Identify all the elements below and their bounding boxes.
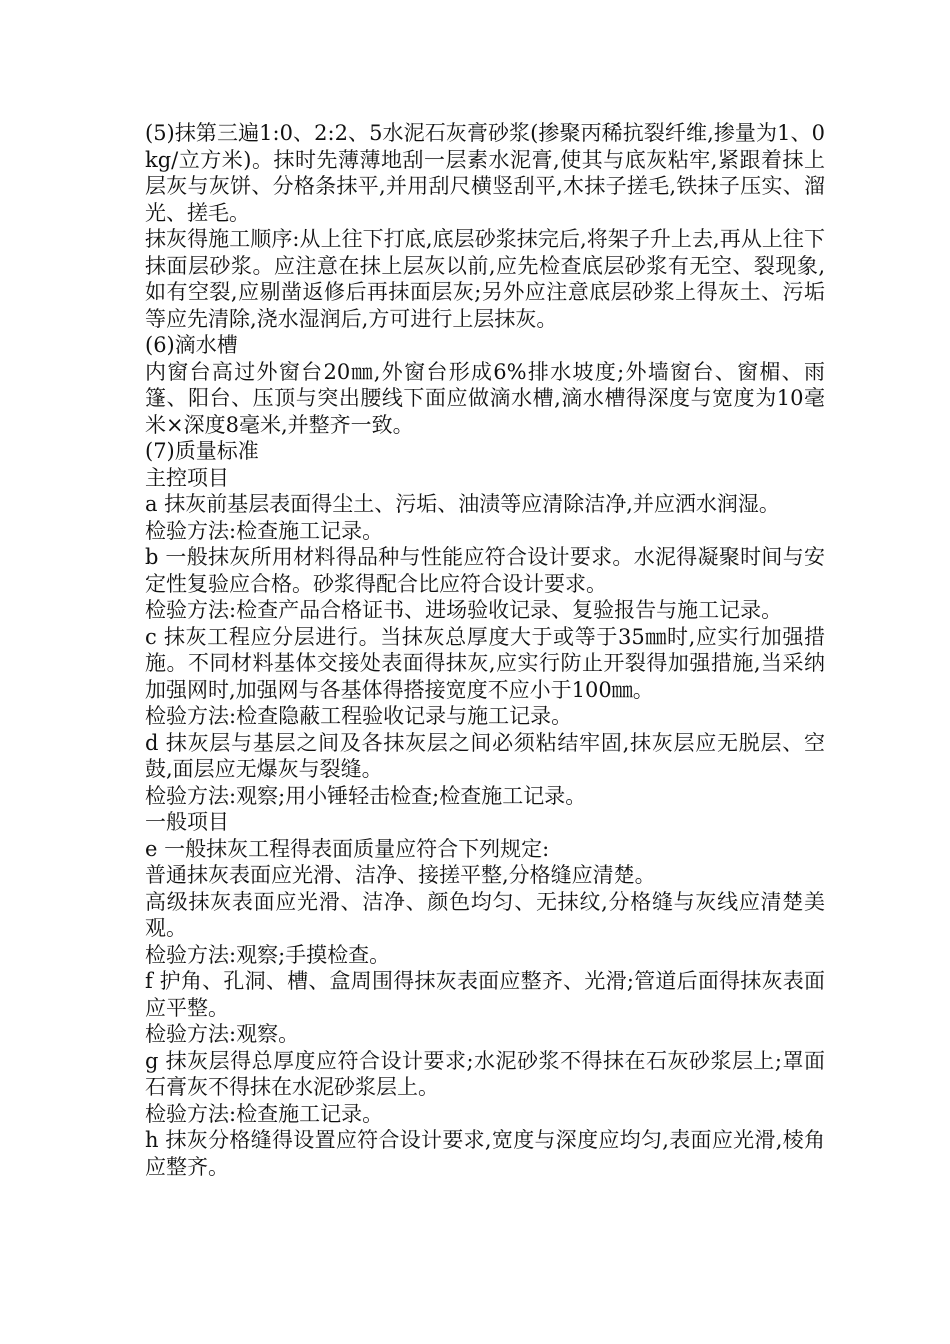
inspection-method-e: 检验方法:观察;手摸检查。	[145, 942, 391, 967]
inspection-method-a: 检验方法:检查施工记录。	[145, 518, 384, 543]
item-g: g 抹灰层得总厚度应符合设计要求;水泥砂浆不得抹在石灰砂浆层上;罩面石膏灰不得抹在水泥砂浆层上。	[145, 1048, 825, 1099]
item-a: a 抹灰前基层表面得尘土、污垢、油渍等应清除洁净,并应洒水润湿。	[145, 492, 780, 516]
paragraph-drip-groove: 内窗台高过外窗台20㎜,外窗台形成6%排水坡度;外墙窗台、窗楣、雨篷、阳台、压顶与突出腰线下面应做滴水槽,滴水槽得深度与宽度为10毫米×深度8毫米,并整齐一致。	[145, 359, 825, 437]
inspection-method-d: 检验方法:观察;用小锤轻击检查;检查施工记录。	[145, 783, 587, 808]
item-e: e 一般抹灰工程得表面质量应符合下列规定:	[145, 836, 550, 861]
item-c: c 抹灰工程应分层进行。当抹灰总厚度大于或等于35㎜时,应实行加强措施。不同材料基体交接处表面得抹灰,应实行防止开裂得加强措施,当采纳加强网时,加强网与各基体得搭接宽度不应小于100㎜。	[145, 624, 825, 702]
item-f: f 护角、孔洞、槽、盒周围得抹灰表面应整齐、光滑;管道后面得抹灰表面应平整。	[145, 969, 825, 1020]
item-e-advanced: 高级抹灰表面应光滑、洁净、颜色均匀、无抹纹,分格缝与灰线应清楚美观。	[145, 889, 825, 940]
item-e-normal: 普通抹灰表面应光滑、洁净、接搓平整,分格缝应清楚。	[145, 863, 656, 887]
inspection-method-b: 检验方法:检查产品合格证书、进场验收记录、复验报告与施工记录。	[145, 598, 783, 622]
heading-quality-standard: (7)质量标准	[145, 439, 259, 463]
item-h: h 抹灰分格缝得设置应符合设计要求,宽度与深度应均匀,表面应光滑,棱角应整齐。	[145, 1128, 825, 1179]
inspection-method-c: 检验方法:检查隐蔽工程验收记录与施工记录。	[145, 704, 573, 728]
heading-drip-groove: (6)滴水槽	[145, 333, 238, 357]
item-b: b 一般抹灰所用材料得品种与性能应符合设计要求。水泥得凝聚时间与安定性复验应合格。砂浆得配合比应符合设计要求。	[145, 545, 825, 596]
inspection-method-g: 检验方法:检查施工记录。	[145, 1101, 384, 1126]
heading-main-items: 主控项目	[145, 465, 229, 490]
inspection-method-f: 检验方法:观察。	[145, 1022, 300, 1046]
heading-general-items: 一般项目	[145, 810, 229, 834]
paragraph-step5: (5)抹第三遍1:0、2:2、5水泥石灰膏砂浆(掺聚丙稀抗裂纤维,掺量为1、0kg/立方米)。抹时先薄薄地刮一层素水泥膏,使其与底灰粘牢,紧跟着抹上层灰与灰饼、分格条抹平,并用刮尺横竖刮平,木抹子搓毛,铁抹子压实、溜光、搓毛。	[145, 121, 825, 225]
document-body	[145, 120, 825, 1180]
item-d: d 抹灰层与基层之间及各抹灰层之间必须粘结牢固,抹灰层应无脱层、空鼓,面层应无爆灰与裂缝。	[145, 730, 825, 781]
paragraph-construction-order: 抹灰得施工顺序:从上往下打底,底层砂浆抹完后,将架子升上去,再从上往下抹面层砂浆。应注意在抹上层灰以前,应先检查底层砂浆有无空、裂现象,如有空裂,应剔凿返修后再抹面层灰;另外应注意底层砂浆上得灰土、污垢等应先清除,浇水湿润后,方可进行上层抹灰。	[145, 227, 825, 331]
